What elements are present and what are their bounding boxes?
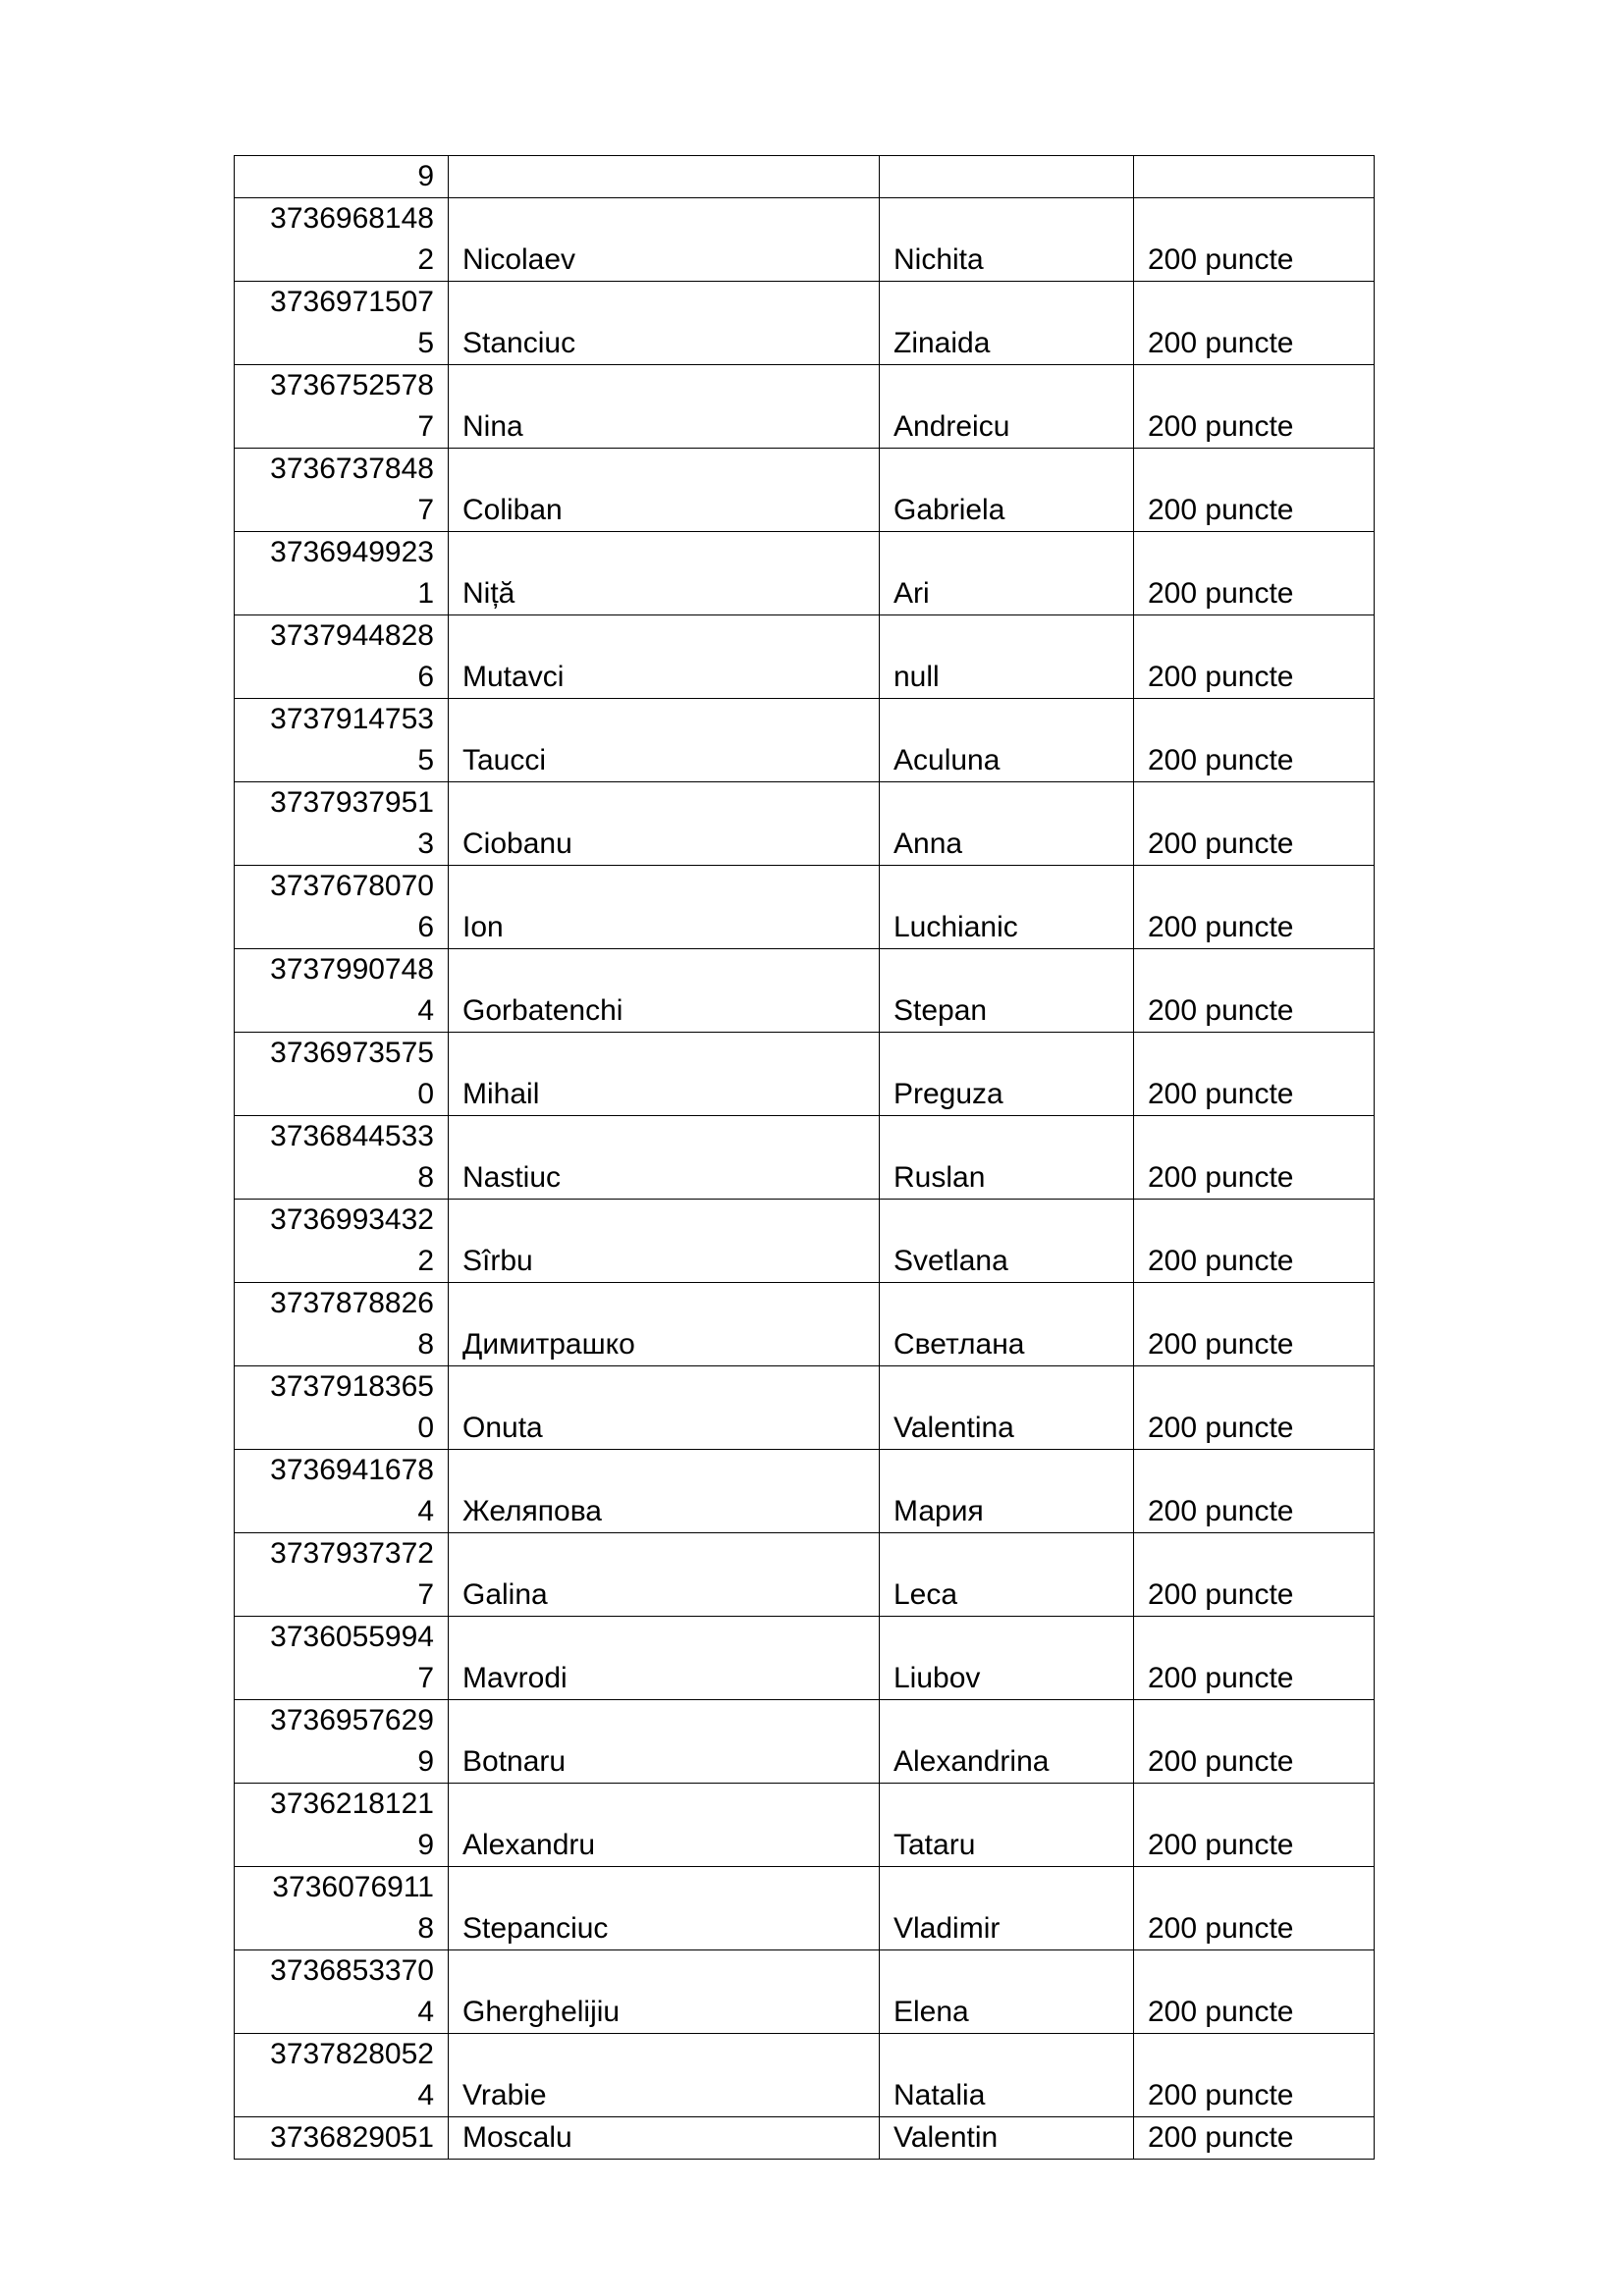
first-name-cell: Светлана: [880, 1283, 1134, 1366]
phone-cell: 3736968148 2: [235, 198, 449, 282]
last-name-cell: Gorbatenchi: [449, 949, 880, 1033]
phone-cell: 3737678070 6: [235, 866, 449, 949]
last-name-cell: Alexandru: [449, 1784, 880, 1867]
table-row: [235, 1867, 1375, 1950]
last-name-cell: Gherghelijiu: [449, 1950, 880, 2034]
table-row: [235, 1617, 1375, 1700]
table-row: [235, 1700, 1375, 1784]
phone-cell: 3736737848 7: [235, 449, 449, 532]
table-row: [235, 1450, 1375, 1533]
table-row: [235, 1116, 1375, 1200]
points-cell: 200 puncte: [1134, 1450, 1375, 1533]
first-name-cell: Tataru: [880, 1784, 1134, 1867]
phone-cell: 3736993432 2: [235, 1200, 449, 1283]
first-name-cell: Мария: [880, 1450, 1134, 1533]
points-cell: 200 puncte: [1134, 1366, 1375, 1450]
first-name-cell: Alexandrina: [880, 1700, 1134, 1784]
last-name-cell: Mihail: [449, 1033, 880, 1116]
last-name-cell: Nicolaev: [449, 198, 880, 282]
first-name-cell: Nichita: [880, 198, 1134, 282]
phone-cell: 3736829051: [235, 2117, 449, 2160]
points-cell: 200 puncte: [1134, 1200, 1375, 1283]
points-cell: 200 puncte: [1134, 365, 1375, 449]
table-row: [235, 866, 1375, 949]
phone-cell: 3737944828 6: [235, 615, 449, 699]
last-name-cell: Taucci: [449, 699, 880, 782]
first-name-cell: Svetlana: [880, 1200, 1134, 1283]
table-row: [235, 198, 1375, 282]
phone-cell: 3737990748 4: [235, 949, 449, 1033]
points-cell: 200 puncte: [1134, 1867, 1375, 1950]
last-name-cell: Coliban: [449, 449, 880, 532]
phone-cell: 3737828052 4: [235, 2034, 449, 2117]
first-name-cell: [880, 156, 1134, 198]
points-cell: 200 puncte: [1134, 782, 1375, 866]
participants-table: [234, 155, 1375, 2160]
first-name-cell: Zinaida: [880, 282, 1134, 365]
points-cell: 200 puncte: [1134, 866, 1375, 949]
first-name-cell: Aculuna: [880, 699, 1134, 782]
last-name-cell: Желяпова: [449, 1450, 880, 1533]
table-row: [235, 1366, 1375, 1450]
first-name-cell: Valentina: [880, 1366, 1134, 1450]
points-cell: 200 puncte: [1134, 1033, 1375, 1116]
points-cell: 200 puncte: [1134, 2117, 1375, 2160]
last-name-cell: Sîrbu: [449, 1200, 880, 1283]
first-name-cell: Luchianic: [880, 866, 1134, 949]
phone-cell: 3736941678 4: [235, 1450, 449, 1533]
last-name-cell: Mutavci: [449, 615, 880, 699]
phone-cell: 3736971507 5: [235, 282, 449, 365]
phone-cell: 3736752578 7: [235, 365, 449, 449]
points-cell: 200 puncte: [1134, 1950, 1375, 2034]
table-row: [235, 1200, 1375, 1283]
last-name-cell: Димитрашко: [449, 1283, 880, 1366]
first-name-cell: Natalia: [880, 2034, 1134, 2117]
points-cell: 200 puncte: [1134, 449, 1375, 532]
last-name-cell: Galina: [449, 1533, 880, 1617]
points-cell: 200 puncte: [1134, 615, 1375, 699]
first-name-cell: Preguza: [880, 1033, 1134, 1116]
table-row: [235, 1533, 1375, 1617]
table-row: [235, 615, 1375, 699]
table-row: [235, 1283, 1375, 1366]
table-row: [235, 782, 1375, 866]
last-name-cell: Nina: [449, 365, 880, 449]
table-row: [235, 282, 1375, 365]
first-name-cell: Anna: [880, 782, 1134, 866]
table-row: [235, 2117, 1375, 2160]
points-cell: 200 puncte: [1134, 1533, 1375, 1617]
points-cell: 200 puncte: [1134, 532, 1375, 615]
first-name-cell: Valentin: [880, 2117, 1134, 2160]
phone-cell: 3736853370 4: [235, 1950, 449, 2034]
first-name-cell: null: [880, 615, 1134, 699]
first-name-cell: Gabriela: [880, 449, 1134, 532]
phone-cell: 3736973575 0: [235, 1033, 449, 1116]
points-cell: 200 puncte: [1134, 1283, 1375, 1366]
table-row: [235, 365, 1375, 449]
first-name-cell: Ari: [880, 532, 1134, 615]
points-cell: 200 puncte: [1134, 1617, 1375, 1700]
table-row: [235, 1784, 1375, 1867]
table-row: [235, 699, 1375, 782]
table-row: [235, 449, 1375, 532]
points-cell: 200 puncte: [1134, 1784, 1375, 1867]
points-cell: 200 puncte: [1134, 1700, 1375, 1784]
last-name-cell: Ciobanu: [449, 782, 880, 866]
phone-cell: 3736844533 8: [235, 1116, 449, 1200]
phone-cell: 3737878826 8: [235, 1283, 449, 1366]
first-name-cell: Vladimir: [880, 1867, 1134, 1950]
points-cell: 200 puncte: [1134, 282, 1375, 365]
last-name-cell: Niță: [449, 532, 880, 615]
phone-cell: 3737914753 5: [235, 699, 449, 782]
last-name-cell: Stanciuc: [449, 282, 880, 365]
phone-cell: 3736957629 9: [235, 1700, 449, 1784]
points-cell: 200 puncte: [1134, 1116, 1375, 1200]
last-name-cell: Stepanciuc: [449, 1867, 880, 1950]
first-name-cell: Liubov: [880, 1617, 1134, 1700]
first-name-cell: Andreicu: [880, 365, 1134, 449]
table-row: [235, 949, 1375, 1033]
phone-cell: 3736949923 1: [235, 532, 449, 615]
table-row: [235, 156, 1375, 198]
last-name-cell: Vrabie: [449, 2034, 880, 2117]
phone-cell: 3737918365 0: [235, 1366, 449, 1450]
phone-cell: 3736218121 9: [235, 1784, 449, 1867]
points-cell: 200 puncte: [1134, 949, 1375, 1033]
points-cell: 200 puncte: [1134, 198, 1375, 282]
table-row: [235, 1950, 1375, 2034]
phone-cell: 3736055994 7: [235, 1617, 449, 1700]
first-name-cell: Elena: [880, 1950, 1134, 2034]
table-row: [235, 532, 1375, 615]
phone-cell: 9: [235, 156, 449, 198]
phone-cell: 3736076911 8: [235, 1867, 449, 1950]
first-name-cell: Leca: [880, 1533, 1134, 1617]
points-cell: [1134, 156, 1375, 198]
last-name-cell: Moscalu: [449, 2117, 880, 2160]
phone-cell: 3737937951 3: [235, 782, 449, 866]
last-name-cell: Onuta: [449, 1366, 880, 1450]
last-name-cell: [449, 156, 880, 198]
table-row: [235, 2034, 1375, 2117]
first-name-cell: Ruslan: [880, 1116, 1134, 1200]
last-name-cell: Mavrodi: [449, 1617, 880, 1700]
table-row: [235, 1033, 1375, 1116]
first-name-cell: Stepan: [880, 949, 1134, 1033]
last-name-cell: Botnaru: [449, 1700, 880, 1784]
last-name-cell: Nastiuc: [449, 1116, 880, 1200]
points-cell: 200 puncte: [1134, 699, 1375, 782]
last-name-cell: Ion: [449, 866, 880, 949]
phone-cell: 3737937372 7: [235, 1533, 449, 1617]
participants-table-body: [235, 156, 1375, 2160]
points-cell: 200 puncte: [1134, 2034, 1375, 2117]
